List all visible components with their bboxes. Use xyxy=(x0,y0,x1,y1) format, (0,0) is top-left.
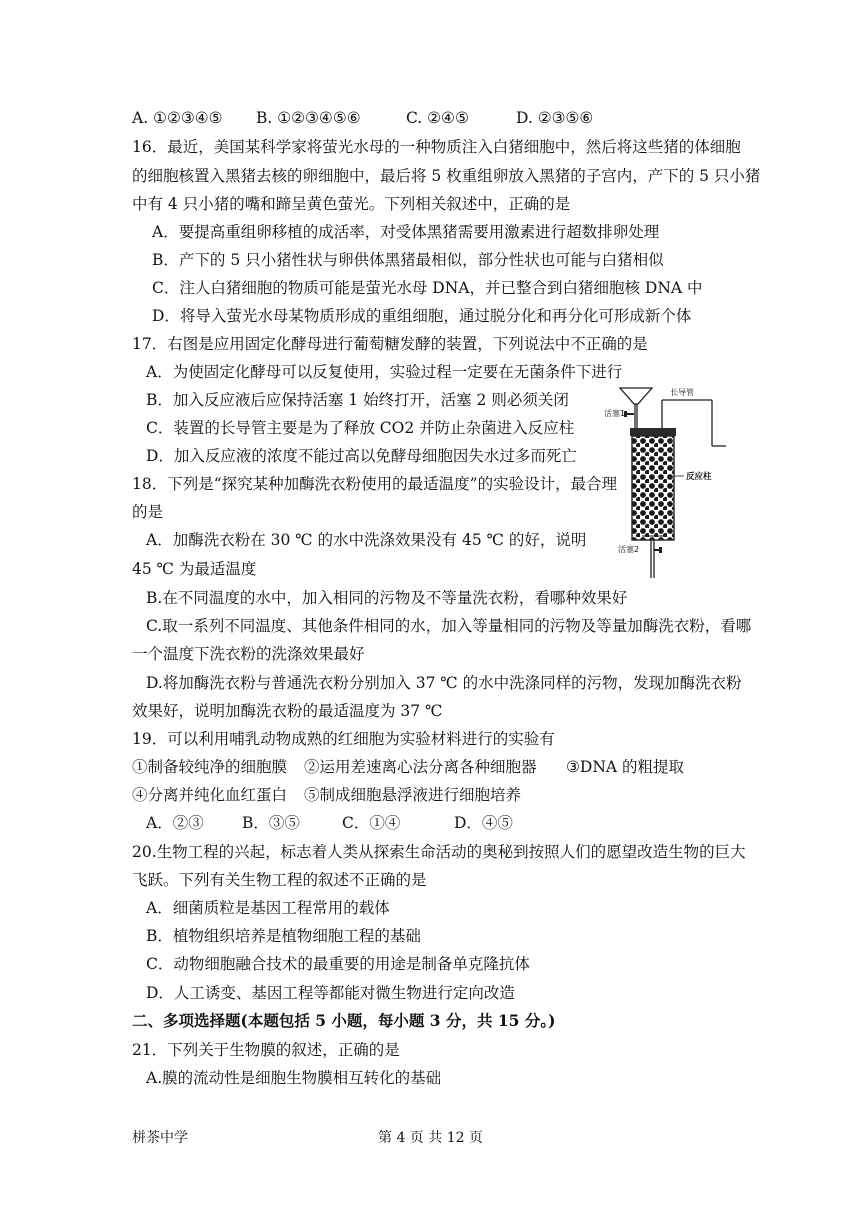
q18-option-d-line-1: D.将加酶洗衣粉与普通洗衣粉分别加入 37 ℃ 的水中洗涤同样的污物，发现加酶洗衣粉 xyxy=(146,674,742,692)
q21-option-a: A.膜的流动性是细胞生物膜相互转化的基础 xyxy=(146,1069,442,1087)
q18-option-a-line-2: 45 ℃ 为最适温度 xyxy=(132,560,257,578)
q17-option-a: A．为使固定化酵母可以反复使用，实验过程一定要在无菌条件下进行 xyxy=(146,363,623,381)
reaction-column-label: 反应柱 xyxy=(686,472,712,482)
long-tube-label: 长导管 xyxy=(670,388,694,397)
q21-stem: 21．下列关于生物膜的叙述，正确的是 xyxy=(132,1041,400,1059)
q19-items-line-1 xyxy=(132,757,684,777)
q18-option-b: B.在不同温度的水中，加入相同的污物及不等量洗衣粉，看哪种效果好 xyxy=(146,589,628,607)
q19-option-c: C．①④ xyxy=(342,814,401,832)
q19-stem: 19．可以利用哺乳动物成熟的红细胞为实验材料进行的实验有 xyxy=(132,730,555,748)
q19-option-d: D．④⑤ xyxy=(454,814,513,832)
q20-option-b: B．植物组织培养是植物细胞工程的基础 xyxy=(146,927,421,945)
q16-option-d: D．将导入萤光水母某物质形成的重组细胞，通过脱分化和再分化可形成新个体 xyxy=(152,307,692,325)
q16-option-b: B．产下的 5 只小猪性状与卵供体黑猪最相似，部分性状也可能与白猪相似 xyxy=(152,251,664,269)
q15-option-b: B. ①②③④⑤⑥ xyxy=(256,109,361,127)
q18-option-c-line-2: 一个温度下洗衣粉的洗涤效果最好 xyxy=(132,645,365,663)
q15-option-d: D. ②③⑤⑥ xyxy=(516,109,594,127)
q16-option-a: A．要提高重组卵移植的成活率，对受体黑猪需要用激素进行超数排卵处理 xyxy=(152,223,660,241)
q16-stem-line-3: 中有 4 只小猪的嘴和蹄呈黄色萤光。下列相关叙述中，正确的是 xyxy=(132,195,571,213)
footer-school-name: 栟茶中学 xyxy=(132,1130,188,1146)
q19-option-b: B．③⑤ xyxy=(242,814,300,832)
q19-item-4: ④分离并纯化血红蛋白 xyxy=(132,786,288,804)
footer-page-number: 第 4 页 共 12 页 xyxy=(378,1130,483,1146)
q18-option-a-line-1: A．加酶洗衣粉在 30 ℃ 的水中洗涤效果没有 45 ℃ 的好，说明 xyxy=(146,531,587,549)
q19-options xyxy=(146,813,513,833)
q19-item-3: ③DNA 的粗提取 xyxy=(566,758,685,776)
q15-option-c: C. ②④⑤ xyxy=(406,109,469,127)
q19-item-5: ⑤制成细胞悬浮液进行细胞培养 xyxy=(304,786,522,804)
section-2-heading: 二、多项选择题(本题包括 5 小题，每小题 3 分，共 15 分。) xyxy=(132,1011,556,1030)
q20-option-c: C．动物细胞融合技术的最重要的用途是制备单克隆抗体 xyxy=(146,955,530,973)
q20-stem-line-2: 飞跃。下列有关生物工程的叙述不正确的是 xyxy=(132,871,427,889)
q18-stem-line-2: 的是 xyxy=(132,503,164,521)
q19-option-a: A．②③ xyxy=(146,814,204,832)
q17-option-d: D．加入反应液的浓度不能过高以免酵母细胞因失水过多而死亡 xyxy=(146,447,577,465)
q20-option-a: A．细菌质粒是基因工程常用的载体 xyxy=(146,899,390,917)
q17-stem: 17．右图是应用固定化酵母进行葡萄糖发酵的装置，下列说法中不正确的是 xyxy=(132,335,648,353)
q16-stem-line-2: 的细胞核置入黑猪去核的卵细胞中，最后将 5 枚重组卵放入黑猪的子宫内，产下的 5 只小猪 xyxy=(132,167,761,185)
q18-stem-line-1: 18．下列是“探究某种加酶洗衣粉使用的最适温度”的实验设计，最合理 xyxy=(132,475,618,493)
q18-option-c-line-1: C.取一系列不同温度、其他条件相同的水，加入等量相同的污物及等量加酶洗衣粉，看哪 xyxy=(146,617,752,635)
q15-options xyxy=(132,108,593,128)
q18-option-d-line-2: 效果好，说明加酶洗衣粉的最适温度为 37 ℃ xyxy=(132,702,443,720)
q19-item-2: ②运用差速离心法分离各种细胞器 xyxy=(304,758,537,776)
q20-option-d: D．人工诱变、基因工程等都能对微生物进行定向改造 xyxy=(146,984,515,1002)
q19-item-1: ①制备较纯净的细胞膜 xyxy=(132,758,288,776)
q19-items-line-2 xyxy=(132,785,521,805)
valve-1-label: 活塞1 xyxy=(604,409,626,418)
q16-option-c: C．注人白猪细胞的物质可能是萤光水母 DNA，并已整合到白猪细胞核 DNA 中 xyxy=(152,279,703,297)
valve-2-label: 活塞2 xyxy=(618,545,640,554)
q20-stem-line-1: 20.生物工程的兴起，标志着人类从探索生命活动的奥秘到按照人们的愿望改造生物的巨大 xyxy=(132,843,746,861)
q17-option-b: B．加入反应液后应保持活塞 1 始终打开，活塞 2 则必须关闭 xyxy=(146,391,569,409)
fermentation-apparatus-figure xyxy=(604,384,728,580)
q16-stem-line-1: 16．最近，美国某科学家将萤光水母的一种物质注入白猪细胞中，然后将这些猪的体细胞 xyxy=(132,138,741,156)
q17-option-c: C．装置的长导管主要是为了释放 CO2 并防止杂菌进入反应柱 xyxy=(146,419,575,437)
q15-option-a: A. ①②③④⑤ xyxy=(132,109,223,127)
